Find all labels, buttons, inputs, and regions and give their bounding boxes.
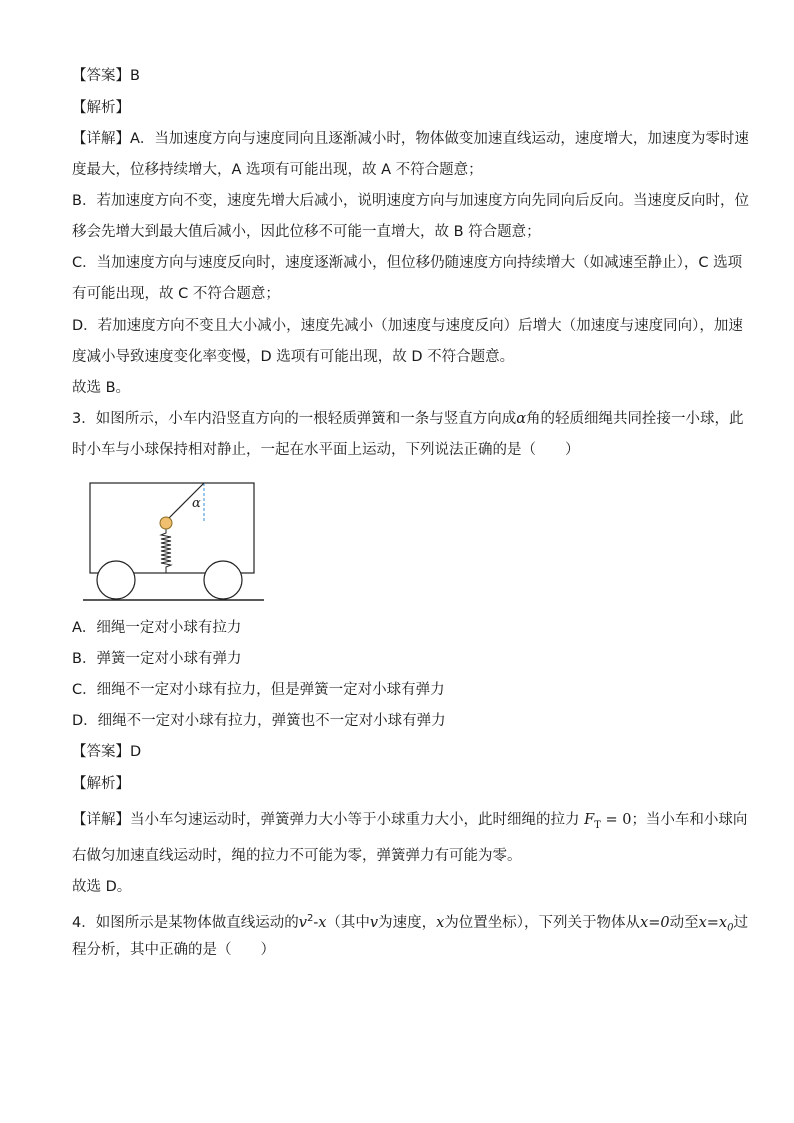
q3-answer: 【答案】D	[72, 744, 142, 760]
q4-stem1-c: 为速度，	[378, 914, 437, 931]
tension-subscript: T	[594, 819, 601, 831]
cart-body	[90, 483, 254, 573]
q3-analysis: 【解析】	[72, 776, 130, 792]
q4-stem1-a: 4．如图所示是某物体做直线运动的	[72, 914, 299, 931]
q3-alpha: α	[516, 411, 527, 427]
q4-stem-line2: 程分析，其中正确的是（ ）	[72, 942, 275, 958]
q4-v-symbol-2: v	[369, 914, 379, 931]
q2-choose: 故选 B。	[72, 380, 131, 396]
q3-stem1-a: 3．如图所示，小车内沿竖直方向的一根轻质弹簧和一条与竖直方向成	[72, 411, 517, 427]
q4-stem-line1	[72, 909, 748, 939]
q2-detail-d2: 度减小导致速度变化率变慢，D 选项有可能出现，故 D 不符合题意。	[72, 349, 515, 365]
wheel-left	[97, 561, 135, 599]
q4-square: 2	[306, 913, 314, 924]
q4-x-symbol: x	[436, 914, 445, 931]
q4-stem1-d: 为位置坐标），下列关于物体从	[444, 914, 641, 931]
q2-analysis: 【解析】	[72, 100, 130, 116]
q2-detail-c2: 有可能出现，故 C 不符合题意；	[72, 286, 280, 302]
q2-detail-a1: 【详解】A．当加速度方向与速度同向且逐渐减小时，物体做变加速直线运动，速度增大，加速度为零时速	[72, 131, 749, 147]
q3-option-b: B．弹簧一定对小球有弹力	[72, 651, 242, 667]
spring	[161, 529, 171, 573]
alpha-angle-label: α	[192, 496, 201, 511]
q2-detail-d1: D．若加速度方向不变且大小减小，速度先减小（加速度与速度反向）后增大（加速度与速度同向），加速	[72, 318, 743, 334]
q2-detail-a2: 度最大，位移持续增大，A 选项有可能出现，故 A 不符合题意；	[72, 162, 483, 178]
q3-stem-line1	[72, 409, 744, 429]
q4-stem1-f: 过	[733, 914, 748, 931]
wheel-right	[204, 561, 242, 599]
ball	[160, 517, 172, 529]
q3-stem-line2: 时小车与小球保持相对静止，一起在水平面上运动，下列说法正确的是（ ）	[72, 442, 580, 458]
q3-detail1-a: 【详解】当小车匀速运动时，弹簧弹力大小等于小球重力大小，此时细绳的拉力	[72, 812, 580, 828]
q3-detail-line1	[72, 810, 747, 836]
tension-equals-zero: = 0	[605, 812, 632, 828]
q4-x-zero: x=0	[640, 914, 670, 931]
q3-option-d: D．细绳不一定对小球有拉力，弹簧也不一定对小球有弹力	[72, 713, 446, 729]
q3-detail1-b: ；当小车和小球向	[631, 812, 748, 828]
tension-symbol: F	[584, 812, 595, 828]
q3-choose: 故选 D。	[72, 879, 132, 895]
q3-stem1-b: 角的轻质细绳共同拴接一小球，此	[526, 411, 744, 427]
q2-answer: 【答案】B	[72, 68, 140, 84]
q4-dash-x: -x	[313, 914, 327, 931]
q2-detail-b1: B．若加速度方向不变，速度先增大后减小，说明速度方向与加速度方向先同向后反向。当速度反向时，位	[72, 193, 749, 209]
q3-option-a: A．细绳一定对小球有拉力	[72, 620, 242, 636]
q3-option-c: C．细绳不一定对小球有拉力，但是弹簧一定对小球有弹力	[72, 682, 445, 698]
q4-stem1-e: 动至	[669, 914, 699, 931]
tension-formula	[584, 812, 632, 831]
q4-x-eq-x0: x=x	[698, 914, 728, 931]
q4-stem1-b: （其中	[326, 914, 370, 931]
q2-detail-c1: C．当加速度方向与速度反向时，速度逐渐减小，但位移仍随速度方向持续增大（如减速至静止），C 选项	[72, 255, 743, 271]
q3-detail-line2: 右做匀加速直线运动时，绳的拉力不可能为零，弹簧弹力有可能为零。	[72, 848, 522, 864]
q2-detail-b2: 移会先增大到最大值后减小，因此位移不可能一直增大，故 B 符合题意；	[72, 224, 541, 240]
q4-v-symbol: v	[298, 914, 307, 931]
cart-spring-figure	[80, 476, 270, 604]
q4-subscript-0: 0	[727, 922, 734, 934]
